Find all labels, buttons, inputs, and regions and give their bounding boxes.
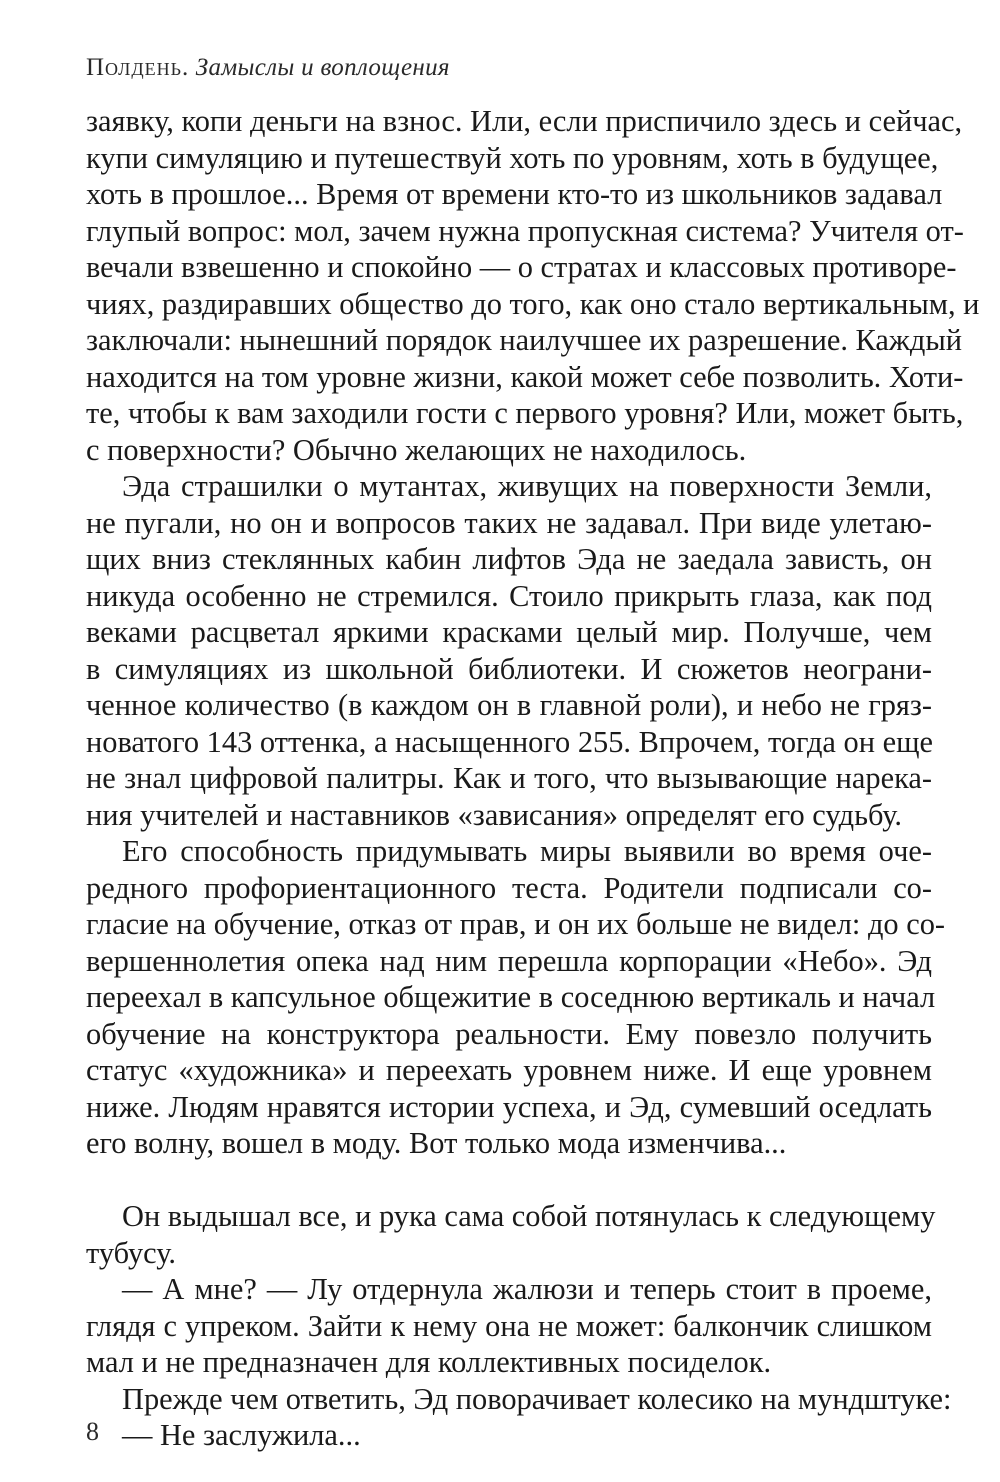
text-line: Он выдышал все, и рука сама собой потянулась к следующему [122,1199,936,1233]
text-line: в симуляциях из школьной библиотеки. И сюжетов неограни- [86,651,932,686]
text-line: веками расцветал яркими красками целый мир. Получше, чем [86,615,932,649]
text-line: переехал в капсульное общежитие в соседнюю вертикаль и начал [86,980,936,1014]
text-line: заявку, копи деньги на взнос. Или, если приспичило здесь и сейчас, [86,104,963,138]
text-line: заключали: нынешний порядок наилучшее их разрешение. Каждый [86,323,963,357]
text-line: редного профориентационного теста. Родители подписали со- [86,870,932,905]
text-line: — А мне? — Лу отдернула жалюзи и теперь стоит в проеме, [122,1272,932,1306]
text-line: статус «художника» и переехать уровнем ниже. И еще уровнем [86,1053,932,1087]
text-line: — Не заслужила... [122,1418,361,1452]
text-line: чиях, раздиравших общество до того, как оно стало вертикальным, и [86,286,980,321]
text-line: Эда страшилки о мутантах, живущих на поверхности Земли, [122,469,932,503]
text-line: Прежде чем ответить, Эд поворачивает колесико на мундштуке: [122,1381,952,1416]
text-line: купи симуляцию и путешествуй хоть по уровням, хоть в будущее, [86,140,939,175]
text-line: новатого 143 оттенка, а насыщенного 255. Впрочем, тогда он еще [86,724,933,759]
section-break [86,1162,932,1199]
text-line: те, чтобы к вам заходили гости с первого уровня? Или, может быть, [86,396,964,430]
text-line: щих вниз стеклянных кабин лифтов Эда не заедала зависть, он [86,542,932,576]
text-line: вечали взвешенно и спокойно — о стратах и классовых противоре- [86,250,957,284]
text-line: с поверхности? Обычно желающих не находилось. [86,432,747,467]
text-line: тубусу. [86,1235,177,1270]
text-line: глядя с упреком. Зайти к нему она не может: балкончик слишком [86,1308,932,1343]
running-header [86,54,450,82]
text-line: не пугали, но он и вопросов таких не задавал. При виде улетаю- [86,505,932,540]
body-text [86,103,980,1454]
text-line: никуда особенно не стремился. Стоило прикрыть глаза, как под [86,578,932,613]
text-line: ниже. Людям нравятся истории успеха, и Эд, сумевший оседлать [86,1089,932,1124]
paragraph [86,833,946,1162]
text-line: хоть в прошлое... Время от времени кто-то из школьников задавал [86,177,943,211]
text-line: находится на том уровне жизни, какой может себе позволить. Хоти- [86,359,964,394]
text-line: ния учителей и наставников «зависания» определят его судьбу. [86,797,903,832]
text-line: мал и не предназначен для коллективных посиделок. [86,1345,772,1379]
page-number: 8 [86,1417,99,1446]
paragraph [86,468,932,833]
text-line: ченное количество (в каждом он в главной роли), и небо не гряз- [86,688,932,722]
paragraph [86,103,980,468]
text-line: глупый вопрос: мол, зачем нужна пропускная система? Учителя от- [86,213,964,248]
text-line: не знал цифровой палитры. Как и того, что вызывающие нарека- [86,761,932,795]
text-line: вершеннолетия опека над ним перешла корпорации «Небо». Эд [86,943,932,978]
paragraph [86,1198,936,1271]
text-line: гласие на обучение, отказ от прав, и он их больше не видел: до со- [86,907,946,941]
text-line: обучение на конструктора реальности. Ему повезло получить [86,1016,932,1051]
paragraph [86,1417,932,1454]
paragraph [86,1271,932,1381]
text-line: Его способность придумывать миры выявили во время оче- [122,834,932,868]
text-line: его волну, вошел в моду. Вот только мода изменчива... [86,1126,787,1160]
paragraph [86,1381,952,1418]
header-chapter: Замыслы и воплощения [195,54,450,81]
header-section: Полдень. [86,54,190,81]
